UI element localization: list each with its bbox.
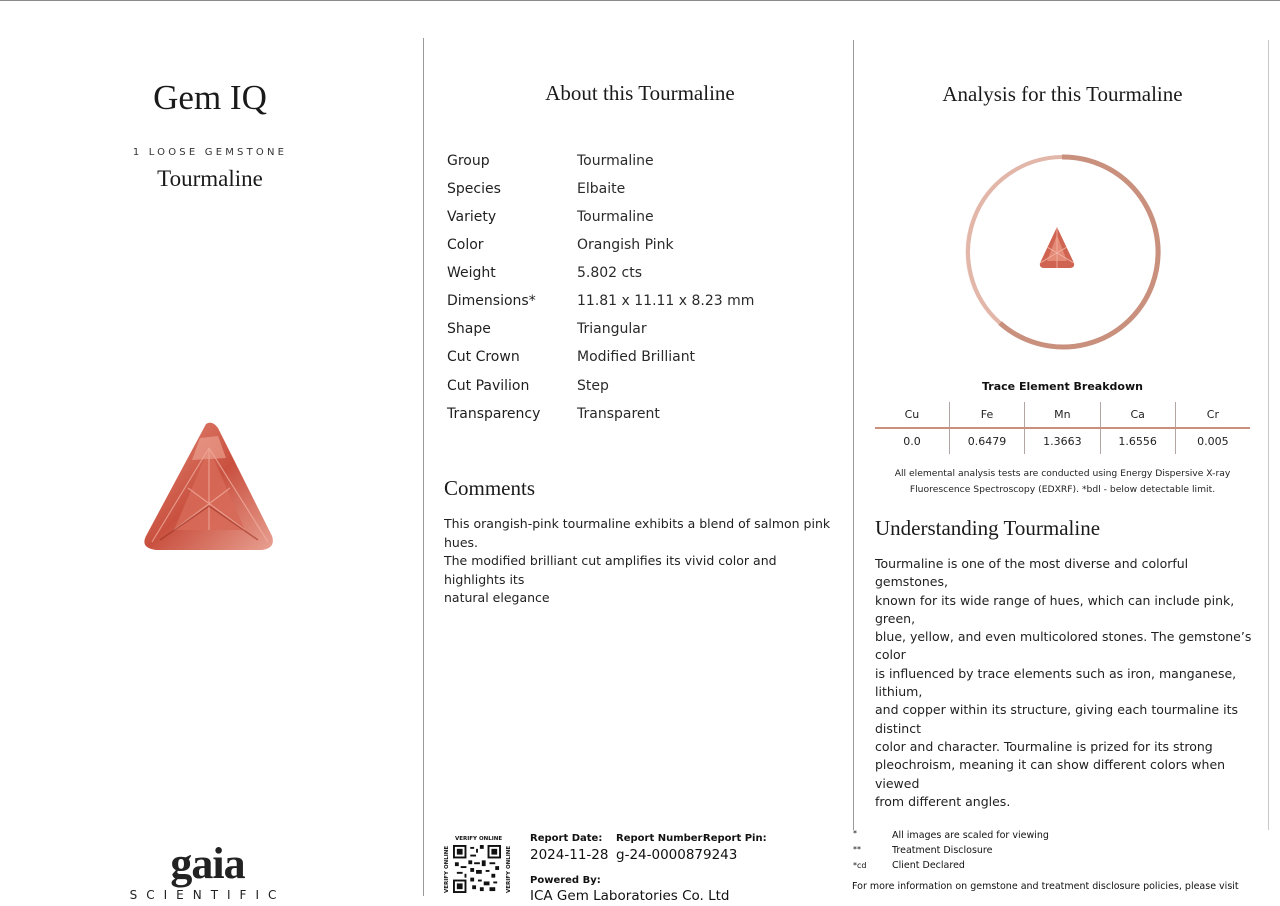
understanding-line: from different angles. — [875, 793, 1011, 809]
trace-note-line: All elemental analysis tests are conducted using Energy Dispersive X-ray — [894, 468, 1231, 479]
element-fe: Fe — [949, 402, 1024, 428]
row-label-group: Group — [447, 153, 490, 169]
report-pin-label: Report Pin: — [703, 833, 767, 844]
gem-name: Tourmaline — [157, 166, 263, 191]
comments-line: natural elegance — [444, 590, 550, 605]
row-value-color: Orangish Pink — [577, 237, 674, 253]
trace-value-row — [875, 428, 1250, 454]
row-label-variety: Variety — [447, 209, 497, 225]
footer-brand-subtitle: SCIENTIFIC — [129, 888, 286, 902]
report-date-label: Report Date: — [530, 833, 603, 844]
row-label-transparency: Transparency — [447, 406, 541, 422]
element-ca: Ca — [1100, 402, 1175, 428]
qr-code[interactable] — [452, 845, 502, 893]
footer-brand-logo: gaia — [170, 839, 245, 888]
divider-left — [423, 38, 424, 896]
row-value-group: Tourmaline — [577, 153, 654, 169]
report-pin-value: 9243 — [703, 847, 738, 863]
understanding-body — [875, 555, 1255, 811]
row-label-shape: Shape — [447, 321, 491, 337]
footnote-text: All images are scaled for viewing — [892, 830, 1049, 841]
trace-element-title: Trace Element Breakdown — [982, 380, 1143, 393]
row-value-cut-crown: Modified Brilliant — [577, 349, 696, 365]
footnote-mark: * — [853, 829, 857, 838]
footnote-mark: ** — [853, 845, 861, 854]
trace-element-table — [875, 402, 1250, 454]
row-label-species: Species — [447, 181, 501, 197]
element-cr: Cr — [1175, 402, 1250, 428]
row-value-shape: Triangular — [577, 321, 647, 337]
analysis-title: Analysis for this Tourmaline — [942, 82, 1183, 106]
understanding-line: and copper within its structure, giving each tourmaline its distinct — [875, 702, 1238, 736]
row-label-dimensions: Dimensions* — [447, 293, 536, 309]
footnote-text: Treatment Disclosure — [892, 845, 993, 856]
disclosure-policy-note: For more information on gemstone and treatment disclosure policies, please visit — [852, 881, 1239, 892]
report-date-value: 2024-11-28 — [530, 847, 609, 863]
row-label-weight: Weight — [447, 265, 496, 281]
row-value-variety: Tourmaline — [577, 209, 654, 225]
trace-note-line: Fluorescence Spectroscopy (EDXRF). *bdl - below detectable limit. — [909, 483, 1216, 495]
understanding-line: pleochroism, meaning it can show different colors when viewed — [875, 757, 1226, 791]
understanding-line: known for its wide range of hues, which can include pink, green, — [875, 592, 1235, 626]
understanding-line: color and character. Tourmaline is prized for its strong — [875, 738, 1213, 754]
value-mn: 1.3663 — [1025, 428, 1100, 454]
comments-line: The modified brilliant cut amplifies its vivid color and highlights its — [444, 553, 777, 587]
top-border — [0, 0, 1280, 1]
analysis-gem-thumbnail — [1038, 225, 1076, 271]
element-cu: Cu — [875, 402, 949, 428]
powered-by-label: Powered By: — [530, 875, 601, 886]
understanding-line: is influenced by trace elements such as iron, manganese, lithium, — [875, 665, 1237, 700]
comments-title: Comments — [444, 476, 536, 500]
verify-online-side-label: VERIFY ONLINE — [444, 845, 450, 893]
row-value-weight: 5.802 cts — [577, 265, 643, 281]
report-number-value: g-24-000087 — [616, 847, 704, 863]
comments-line: This orangish-pink tourmaline exhibits a blend of salmon pink hues. — [444, 516, 831, 550]
row-label-cut-crown: Cut Crown — [447, 349, 520, 365]
understanding-title: Understanding Tourmaline — [875, 516, 1101, 540]
divider-right — [853, 40, 854, 830]
gemstone-count-label: 1 LOOSE GEMSTONE — [132, 147, 288, 158]
understanding-line: Tourmaline is one of the most diverse and colorful gemstones, — [875, 556, 1189, 590]
brand-title: Gem IQ — [153, 78, 267, 117]
row-value-species: Elbaite — [577, 181, 626, 197]
row-label-cut-pavilion: Cut Pavilion — [447, 378, 530, 394]
footnote-mark: *cd — [853, 861, 867, 870]
element-mn: Mn — [1025, 402, 1100, 428]
gemstone-image — [140, 418, 276, 554]
comments-body — [444, 515, 839, 608]
value-cr: 0.005 — [1175, 428, 1250, 454]
trace-header-row — [875, 402, 1250, 428]
divider-far-right — [1268, 40, 1269, 830]
row-value-dimensions: 11.81 x 11.11 x 8.23 mm — [577, 293, 755, 309]
value-cu: 0.0 — [903, 435, 921, 448]
about-title: About this Tourmaline — [545, 81, 735, 105]
row-label-color: Color — [447, 237, 484, 253]
verify-online-label: VERIFY ONLINE — [455, 836, 503, 842]
value-fe: 0.6479 — [949, 428, 1024, 454]
trace-element-note — [875, 466, 1250, 497]
powered-by-value: ICA Gem Laboratories Co. Ltd — [530, 888, 730, 904]
verify-online-side-label: VERIFY ONLINE — [506, 845, 512, 893]
row-value-cut-pavilion: Step — [577, 378, 609, 394]
understanding-line: blue, yellow, and even multicolored stones. The gemstone’s color — [875, 629, 1252, 663]
report-number-label: Report Number: — [616, 833, 707, 844]
row-value-transparency: Transparent — [577, 406, 660, 422]
footnote-text: Client Declared — [892, 860, 965, 871]
value-ca: 1.6556 — [1100, 428, 1175, 454]
